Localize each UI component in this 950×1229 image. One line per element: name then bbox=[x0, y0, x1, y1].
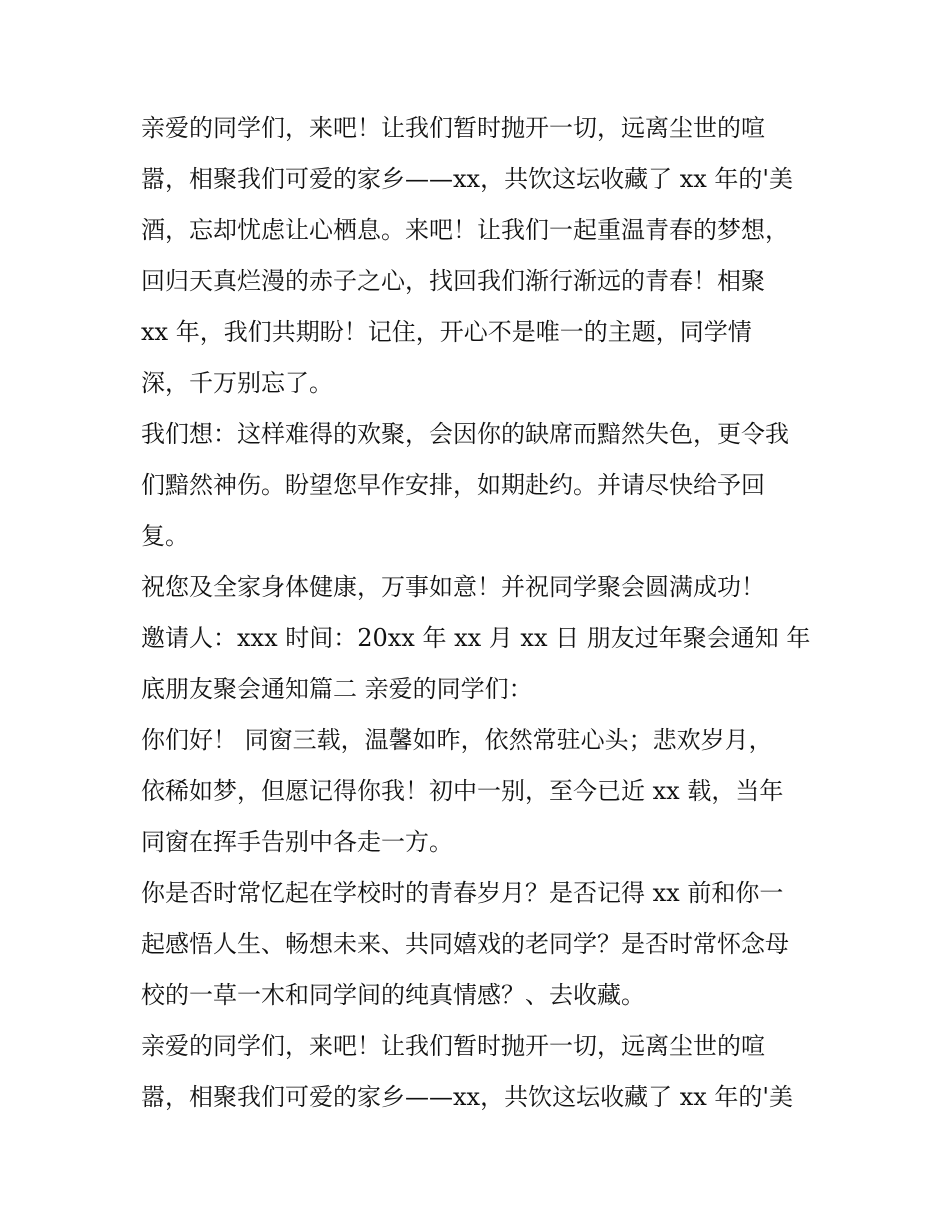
text-line: 起感悟人生、畅想未来、共同嬉戏的老同学？是否时常怀念母 bbox=[141, 930, 789, 958]
text-line: 嚣，相聚我们可爱的家乡——xx，共饮这坛收藏了 xx 年的'美 bbox=[141, 1083, 793, 1111]
text-line: 依稀如梦，但愿记得你我！初中一别，至今已近 xx 载，当年 bbox=[141, 777, 784, 805]
text-line: 们黯然神伤。盼望您早作安排，如期赴约。并请尽快给予回 bbox=[141, 471, 765, 499]
text-line: 同窗在挥手告别中各走一方。 bbox=[141, 828, 453, 856]
text-line: 我们想：这样难得的欢聚，会因你的缺席而黯然失色，更令我 bbox=[141, 420, 789, 448]
text-line: 酒，忘却忧虑让心栖息。来吧！让我们一起重温青春的梦想， bbox=[141, 216, 789, 244]
text-line: 你是否时常忆起在学校时的青春岁月？是否记得 xx 前和你一 bbox=[141, 879, 784, 907]
text-line: 校的一草一木和同学间的纯真情感？、去收藏。 bbox=[141, 981, 645, 1009]
text-line: 嚣，相聚我们可爱的家乡——xx，共饮这坛收藏了 xx 年的'美 bbox=[141, 165, 793, 193]
document-body bbox=[141, 103, 821, 1123]
text-line: 邀请人：xxx 时间：20xx 年 xx 月 xx 日 朋友过年聚会通知 年 bbox=[141, 624, 811, 652]
text-line: 亲爱的同学们，来吧！让我们暂时抛开一切，远离尘世的喧 bbox=[141, 1032, 765, 1060]
text-line: 回归天真烂漫的赤子之心，找回我们渐行渐远的青春！相聚 bbox=[141, 267, 765, 295]
text-line: 祝您及全家身体健康，万事如意！并祝同学聚会圆满成功！ bbox=[141, 573, 765, 601]
text-line: 深，千万别忘了。 bbox=[141, 369, 333, 397]
text-line: 复。 bbox=[141, 522, 189, 550]
text-line: 底朋友聚会通知篇二 亲爱的同学们： bbox=[141, 675, 533, 703]
text-line: xx 年，我们共期盼！记住，开心不是唯一的主题，同学情 bbox=[141, 318, 752, 346]
text-line: 亲爱的同学们，来吧！让我们暂时抛开一切，远离尘世的喧 bbox=[141, 114, 765, 142]
text-line: 你们好！ 同窗三载，温馨如昨，依然常驻心头；悲欢岁月， bbox=[141, 726, 773, 754]
